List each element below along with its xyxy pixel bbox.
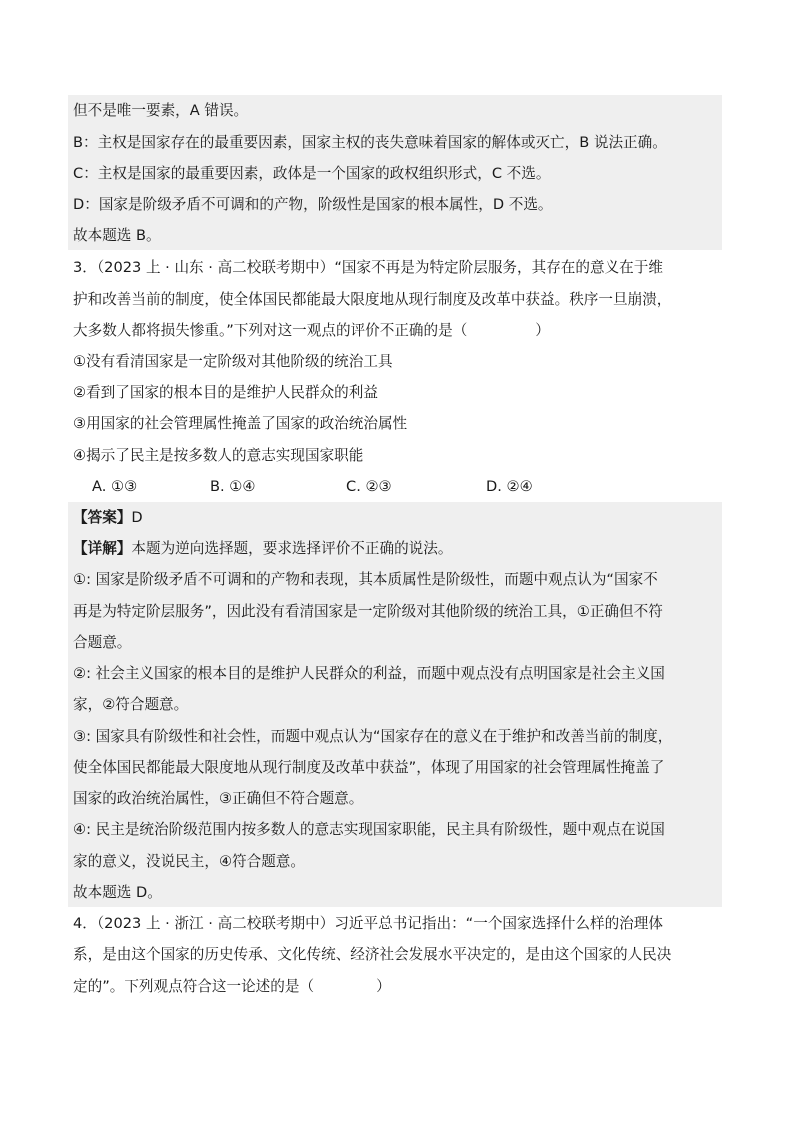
statement-1: ①没有看清国家是一定阶级对其他阶级的统治工具	[73, 353, 393, 370]
detail-line	[73, 539, 452, 559]
close-paren: ）	[535, 322, 550, 339]
explanation-line: 合题意。	[73, 634, 132, 651]
text-line: 故本题选 B。	[73, 227, 161, 244]
explanation-line: 再是为特定阶层服务”，因此没有看清国家是一定阶级对其他阶级的统治工具，①正确但不符	[73, 603, 663, 620]
explanation-line: 故本题选 D。	[73, 884, 162, 901]
question-4-stem: 4．（2023 上 · 浙江 · 高二校联考期中）习近平总书记指出：“一个国家选择什么样的治理体	[73, 915, 663, 932]
explanation-line: ②: 社会主义国家的根本目的是维护人民群众的利益，而题中观点没有点明国家是社会主义国	[73, 665, 665, 682]
statement-2: ②看到了国家的根本目的是维护人民群众的利益	[73, 384, 378, 401]
explanation-line: ④: 民主是统治阶级范围内按多数人的意志实现国家职能，民主具有阶级性，题中观点在说国	[73, 821, 665, 838]
detail-intro: 本题为逆向选择题，要求选择评价不正确的说法。	[131, 540, 453, 557]
question-3-stem	[73, 321, 550, 341]
question-4-stem	[73, 977, 391, 997]
close-paren: ）	[376, 978, 391, 995]
explanation-line: ①: 国家是阶级矛盾不可调和的产物和表现，其本质属性是阶级性，而题中观点认为“国家不	[73, 571, 658, 588]
option-b: B. ①④	[210, 478, 256, 495]
explanation-line: 家，②符合题意。	[73, 696, 189, 713]
question-4-stem: 系，是由这个国家的历史传承、文化传统、经济社会发展水平决定的，是由这个国家的人民决	[73, 946, 672, 963]
option-c: C. ②③	[346, 478, 392, 495]
explanation-line: 使全体国民都能最大限度地从现行制度及改革中获益”，体现了用国家的社会管理属性掩盖了	[73, 759, 665, 776]
explanation-line: 国家的政治统治属性，③正确但不符合题意。	[73, 790, 364, 807]
statement-4: ④揭示了民主是按多数人的意志实现国家职能	[73, 447, 364, 464]
text-line: D：国家是阶级矛盾不可调和的产物，阶级性是国家的根本属性，D 不选。	[73, 196, 553, 213]
text-line: C：主权是国家的最重要因素，政体是一个国家的政权组织形式，C 不选。	[73, 165, 551, 182]
explanation-line: 家的意义，没说民主，④符合题意。	[73, 853, 305, 870]
stem-text: 大多数人都将损失惨重。”下列对这一观点的评价不正确的是（	[73, 322, 468, 339]
stem-text: 定的”。下列观点符合这一论述的是（	[73, 978, 315, 995]
answer-value: D	[131, 509, 143, 526]
option-a: A. ①③	[92, 478, 138, 495]
answer-tag: 【答案】	[73, 509, 132, 526]
option-d: D. ②④	[486, 478, 533, 495]
text-line: 但不是唯一要素，A 错误。	[73, 102, 249, 119]
detail-tag: 【详解】	[73, 540, 132, 557]
statement-3: ③用国家的社会管理属性掩盖了国家的政治统治属性	[73, 415, 408, 432]
text-line: B：主权是国家存在的最重要因素，国家主权的丧失意味着国家的解体或灭亡，B 说法正确。	[73, 134, 667, 151]
question-3-stem: 3．（2023 上 · 山东 · 高二校联考期中）“国家不再是为特定阶层服务，其存在的意义在于维	[73, 259, 663, 276]
explanation-line: ③: 国家具有阶级性和社会性，而题中观点认为“国家存在的意义在于维护和改善当前的制度，	[73, 728, 673, 745]
question-3-stem: 护和改善当前的制度，使全体国民都能最大限度地从现行制度及改革中获益。秩序一旦崩溃，	[73, 291, 672, 308]
answer-line	[73, 508, 143, 528]
